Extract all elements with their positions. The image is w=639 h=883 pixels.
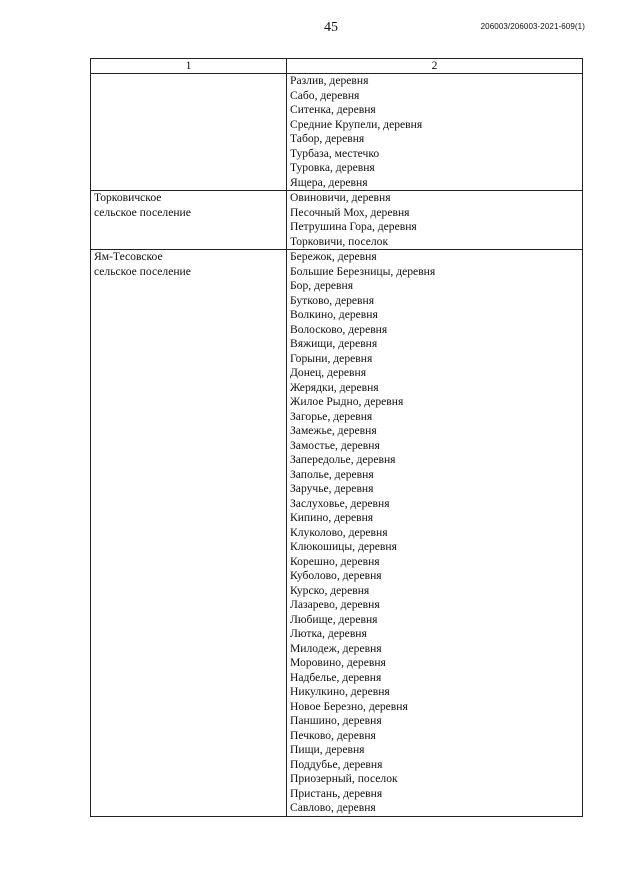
table-body [91, 74, 583, 817]
list-item: Вяжищи, деревня [290, 337, 378, 350]
list-item: Донец, деревня [290, 366, 367, 379]
places-cell [287, 191, 583, 250]
list-item: Куболово, деревня [290, 569, 382, 582]
list-item: Петрушина Гора, деревня [290, 220, 417, 233]
list-item: Замостье, деревня [290, 438, 380, 452]
list-item: Загорье, деревня [290, 409, 373, 423]
column-header-1: 1 [91, 59, 287, 74]
list-item: Бор, деревня [290, 279, 354, 292]
list-item: Бутково, деревня [290, 293, 375, 307]
list-item: Новое Березно, деревня [290, 699, 408, 713]
list-item: Песочный Мох, деревня [290, 205, 410, 219]
list-item: Жилое Рыдно, деревня [290, 395, 404, 408]
list-item: Овиновичи, деревня [290, 191, 391, 204]
list-item: Поддубье, деревня [290, 757, 383, 771]
table-header-row [91, 59, 583, 74]
list-item: Горыни, деревня [290, 351, 373, 365]
list-item: Жерядки, деревня [290, 380, 379, 394]
list-item: Паншино, деревня [290, 714, 382, 727]
settlements-table [90, 58, 583, 817]
district-cell: Ям-Тесовское сельское поселение [91, 250, 287, 817]
list-item: Заслуховье, деревня [290, 496, 390, 510]
places-cell [287, 250, 583, 817]
list-item: Курско, деревня [290, 583, 370, 597]
list-item: Средние Крупели, деревня [290, 117, 423, 131]
list-item: Милодеж, деревня [290, 641, 382, 655]
list-item: Табор, деревня [290, 132, 365, 145]
list-item: Корешно, деревня [290, 554, 380, 568]
list-item: Лазарево, деревня [290, 598, 380, 611]
list-item: Торковичи, поселок [290, 234, 389, 248]
column-header-2: 2 [287, 59, 583, 74]
list-item: Ситенка, деревня [290, 103, 376, 116]
list-item: Разлив, деревня [290, 74, 369, 87]
page-number: 45 [324, 20, 338, 35]
list-item: Клуколово, деревня [290, 525, 388, 539]
list-item: Пристань, деревня [290, 786, 383, 800]
list-item: Лютка, деревня [290, 627, 367, 640]
table-row [91, 74, 583, 191]
list-item: Клюкошицы, деревня [290, 540, 397, 553]
list-item: Волкино, деревня [290, 308, 378, 321]
list-item: Бережок, деревня [290, 250, 377, 263]
list-item: Запередолье, деревня [290, 453, 396, 466]
document-code: 206003/206003-2021-609(1) [480, 22, 585, 31]
list-item: Замежье, деревня [290, 424, 377, 437]
list-item: Туровка, деревня [290, 161, 375, 174]
list-item: Турбаза, местечко [290, 146, 380, 160]
places-cell [287, 74, 583, 191]
list-item: Моровино, деревня [290, 656, 386, 669]
list-item: Ящера, деревня [290, 175, 368, 189]
list-item: Надбелье, деревня [290, 670, 382, 684]
list-item: Пищи, деревня [290, 743, 365, 756]
district-cell [91, 74, 287, 191]
list-item: Заполье, деревня [290, 467, 374, 481]
list-item: Сабо, деревня [290, 88, 360, 102]
list-item: Никулкино, деревня [290, 685, 390, 698]
list-item: Любище, деревня [290, 612, 378, 626]
list-item: Волосково, деревня [290, 322, 388, 336]
list-item: Приозерный, поселок [290, 772, 398, 785]
list-item: Савлово, деревня [290, 801, 376, 814]
list-item: Заручье, деревня [290, 482, 374, 495]
list-item: Кипино, деревня [290, 511, 374, 524]
list-item: Большие Березницы, деревня [290, 264, 436, 278]
table-row [91, 191, 583, 250]
list-item: Печково, деревня [290, 728, 376, 742]
district-cell: Торковичское сельское поселение [91, 191, 287, 250]
table-row [91, 250, 583, 817]
